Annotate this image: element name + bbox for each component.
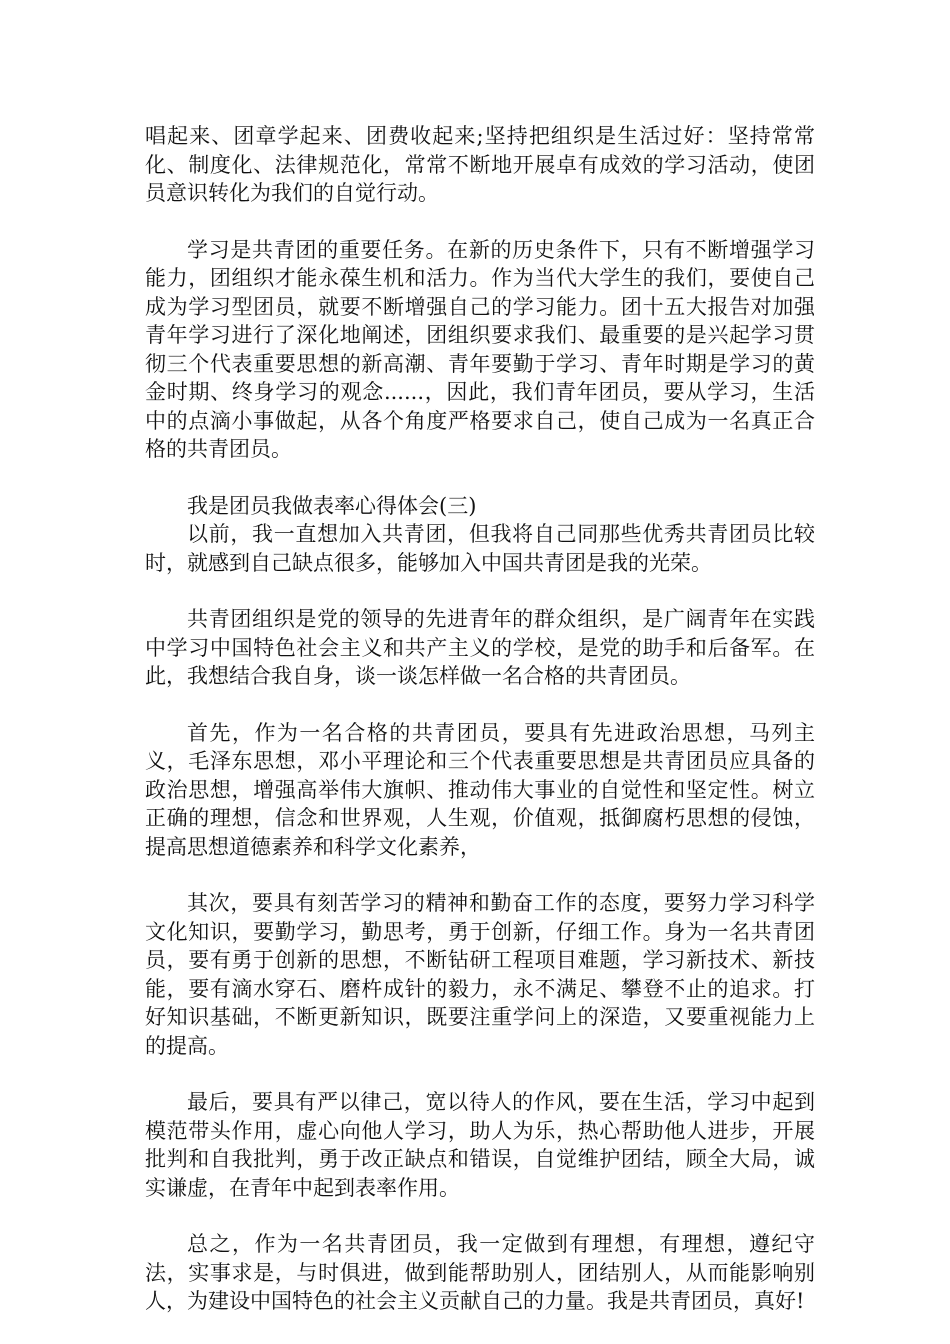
paragraph-last: 最后，要具有严以律己，宽以待人的作风，要在生活，学习中起到模范带头作用，虚心向他人学习，助人为乐，热心帮助他人进步，开展批判和自我批判，勇于改正缺点和错误，自觉维护团结，顾全大局，诚实谦虚，在青年中起到表率作用。	[145, 1090, 815, 1200]
paragraph-organization: 共青团组织是党的领导的先进青年的群众组织，是广阔青年在实践中学习中国特色社会主义和共产主义的学校，是党的助手和后备军。在此，我想结合我自身，谈一谈怎样做一名合格的共青团员。	[145, 607, 815, 688]
document-body	[145, 122, 815, 1344]
paragraph-second: 其次，要具有刻苦学习的精神和勤奋工作的态度，要努力学习科学文化知识，要勤学习，勤思考，勇于创新，仔细工作。身为一名共青团员，要有勇于创新的思想，不断钻研工程项目难题，学习新技术、新技能，要有滴水穿石、磨杵成针的毅力，永不满足、攀登不止的追求。打好知识基础，不断更新知识，既要注重学问上的深造，又要重视能力上的提高。	[145, 891, 815, 1058]
paragraph-continuation: 唱起来、团章学起来、团费收起来;坚持把组织是生活过好：坚持常常化、制度化、法律规范化，常常不断地开展卓有成效的学习活动，使团员意识转化为我们的自觉行动。	[145, 124, 815, 205]
section-heading: 我是团员我做表率心得体会(三)	[187, 493, 477, 518]
paragraph-conclusion: 总之，作为一名共青团员，我一定做到有理想，有理想，遵纪守法，实事求是，与时俱进，做到能帮助别人，团结别人，从而能影响别人，为建设中国特色的社会主义贡献自己的力量。我是共青团员，真好!	[145, 1232, 815, 1313]
paragraph-learning: 学习是共青团的重要任务。在新的历史条件下，只有不断增强学习能力，团组织才能永葆生机和活力。作为当代大学生的我们，要使自己成为学习型团员，就要不断增强自己的学习能力。团十五大报告对加强青年学习进行了深化地阐述，团组织要求我们、最重要的是兴起学习贯彻三个代表重要思想的新高潮、青年要勤于学习、青年时期是学习的黄金时期、终身学习的观念......，因此，我们青年团员，要从学习，生活中的点滴小事做起，从各个角度严格要求自己，使自己成为一名真正合格的共青团员。	[145, 237, 815, 461]
paragraph-first: 首先，作为一名合格的共青团员，要具有先进政治思想，马列主义，毛泽东思想，邓小平理论和三个代表重要思想是共青团员应具备的政治思想，增强高举伟大旗帜、推动伟大事业的自觉性和坚定性。树立正确的理想，信念和世界观，人生观，价值观，抵御腐朽思想的侵蚀，提高思想道德素养和科学文化素养，	[145, 720, 815, 859]
paragraph-intro: 以前，我一直想加入共青团，但我将自己同那些优秀共青团员比较时，就感到自己缺点很多，能够加入中国共青团是我的光荣。	[145, 522, 815, 575]
